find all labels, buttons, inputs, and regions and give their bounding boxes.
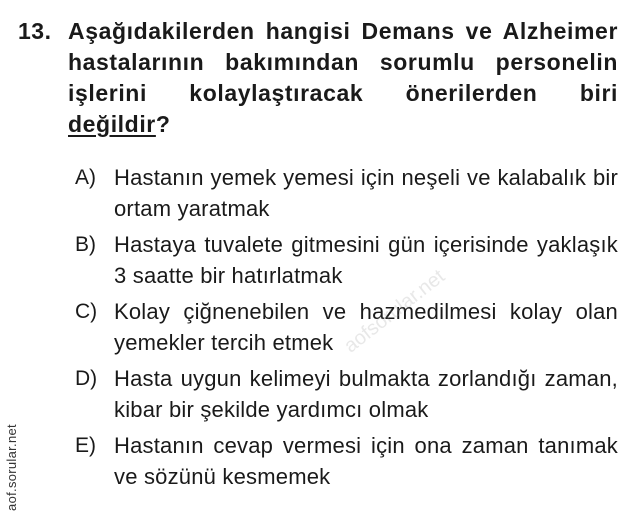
- question-number: 13.: [18, 18, 52, 44]
- option-b[interactable]: [18, 229, 618, 291]
- question-block: [18, 16, 618, 497]
- option-c[interactable]: [18, 296, 618, 358]
- option-d[interactable]: [18, 363, 618, 425]
- question-header: [18, 16, 618, 140]
- option-a-letter: A): [75, 166, 96, 189]
- question-mark: ?: [155, 111, 171, 137]
- question-negation-word: değildir: [68, 111, 156, 137]
- watermark-center: aofsorular.net: [340, 265, 450, 358]
- option-b-text: Hastaya tuvalete gitmesini gün içerisinde yaklaşık 3 saatte bir hatırlatmak: [114, 232, 618, 288]
- watermark-side: aof.sorular.net: [3, 424, 19, 511]
- option-c-text: Kolay çiğnenebilen ve hazmedilmesi kolay olan yemekler tercih etmek: [114, 299, 618, 355]
- answer-options: [18, 162, 618, 492]
- option-b-letter: B): [75, 233, 96, 256]
- option-e-letter: E): [75, 434, 96, 457]
- option-a[interactable]: [18, 162, 618, 224]
- option-c-letter: C): [75, 300, 98, 323]
- option-a-text: Hastanın yemek yemesi için neşeli ve kalabalık bir ortam yaratmak: [114, 165, 618, 221]
- option-d-text: Hasta uygun kelimeyi bulmakta zorlandığı zaman, kibar bir şekilde yardımcı olmak: [114, 366, 618, 422]
- question-stem-text: Aşağıdakilerden hangisi Demans ve Alzheimer hastalarının bakımından sorumlu personelin işlerini kolaylaştıracak önerilerden biri: [68, 18, 618, 106]
- option-e-text: Hastanın cevap vermesi için ona zaman tanımak ve sözünü kesmemek: [114, 433, 618, 489]
- question-stem: [68, 16, 618, 140]
- option-d-letter: D): [75, 367, 98, 390]
- option-e[interactable]: [18, 430, 618, 492]
